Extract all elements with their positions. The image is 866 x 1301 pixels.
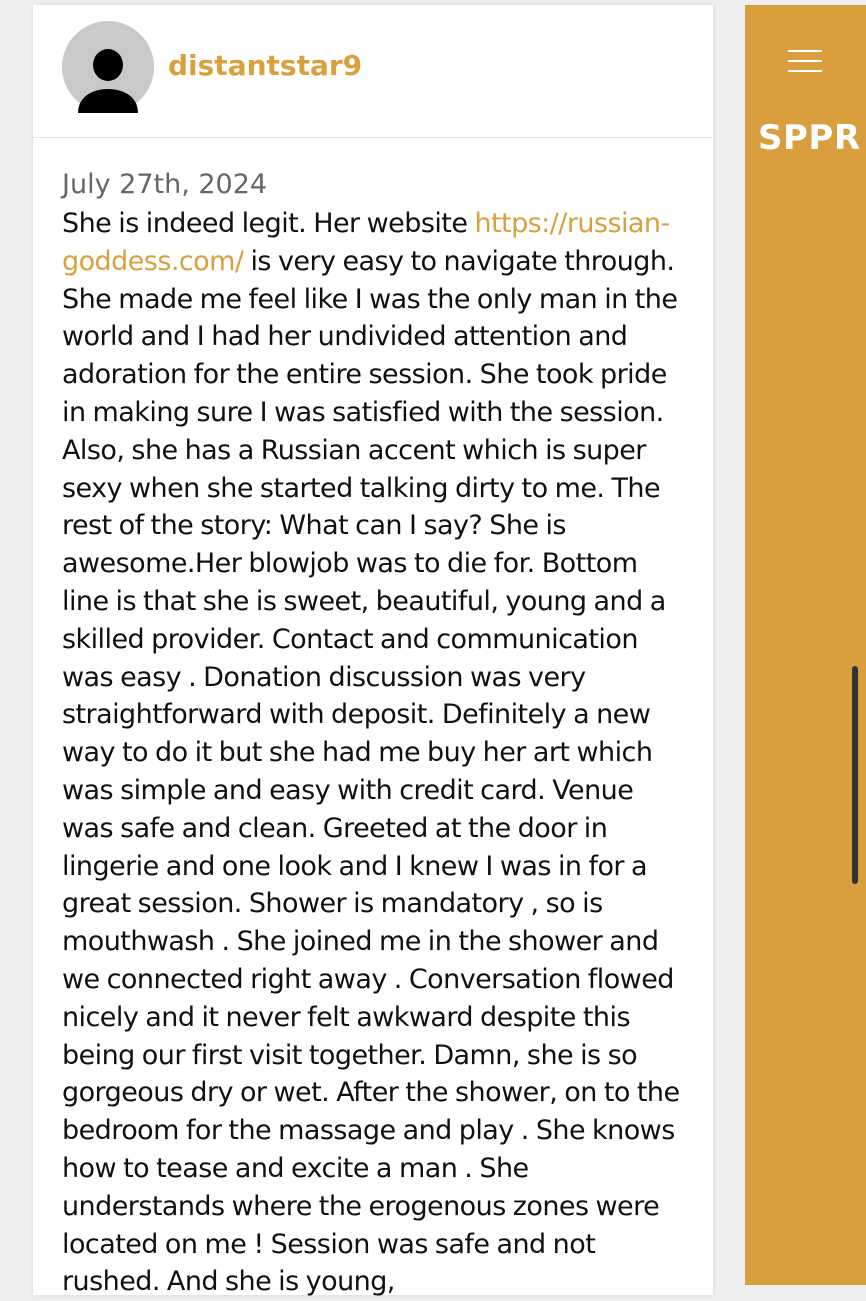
sidebar — [745, 5, 866, 1285]
review-card — [33, 5, 713, 1298]
brand-logo[interactable]: SPPR — [758, 118, 861, 158]
scrollbar[interactable] — [852, 666, 858, 884]
hamburger-menu-icon[interactable] — [788, 47, 822, 75]
review-body — [33, 138, 713, 1301]
review-text-start: She is indeed legit. Her website — [62, 208, 475, 239]
avatar[interactable] — [62, 21, 154, 113]
website-link[interactable]: https://russian-goddess.com/ — [62, 208, 670, 277]
review-text — [62, 205, 684, 1301]
review-header — [33, 5, 713, 138]
username-link[interactable]: distantstar9 — [168, 49, 363, 82]
user-silhouette-icon — [62, 21, 154, 113]
post-date: July 27th, 2024 — [62, 169, 268, 200]
review-text-rest: is very easy to navigate through. She made me feel like I was the only man in the world and I had her undivided attention and adoration for the entire session. She took pride in making sure I was satisfied with the session. Also, she has a Russian accent which is super sexy when she started talking dirty to me. The rest of the story: What can I say? She is awesome.Her blowjob was to die for. Bottom line is that she is sweet, beautiful, young and a skilled provider. Contact and communication was easy . Donation discussion was very straightforward with deposit. Definitely a new way to do it but she had me buy her art which was simple and easy with credit card. Venue was safe and clean. Greeted at the door in lingerie and one look and I knew I was in for a great session. Shower is mandatory , so is mouthwash . She joined me in the shower and we connected right away . Conversation flowed nicely and it never felt awkward despite this being our first visit together. Damn, she is so gorgeous dry or wet. After the shower, on to the bedroom for the massage and play . She knows how to tease and excite a man . She understands where the erogenous zones were located on me ! Session was safe and not rushed. And she is young, — [62, 245, 680, 1298]
